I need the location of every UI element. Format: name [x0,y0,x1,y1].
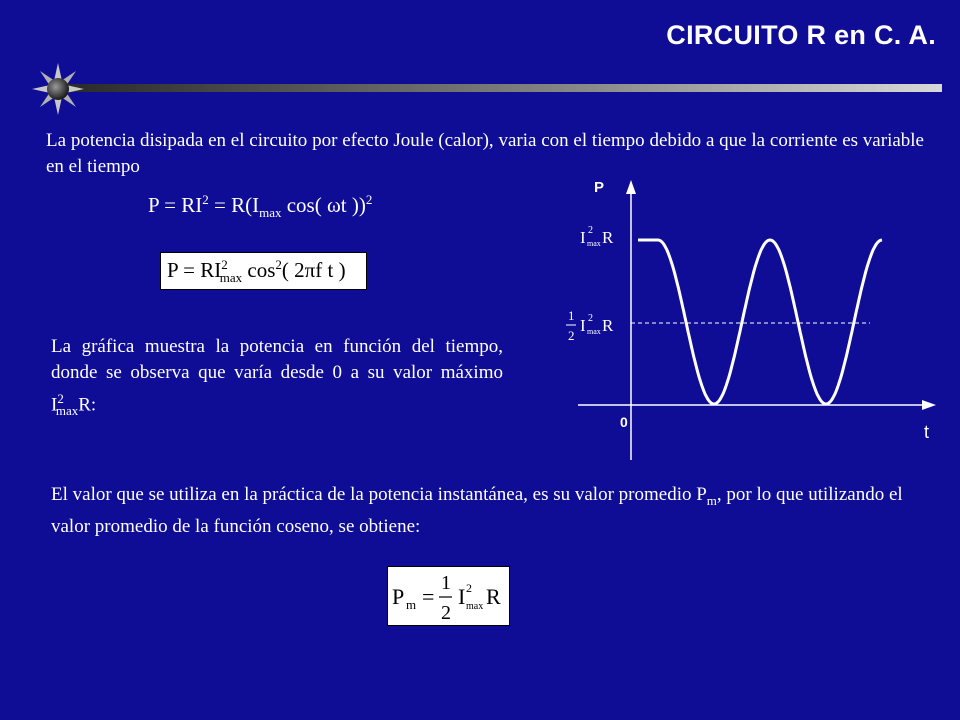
x-axis-arrow-icon [922,400,936,410]
svg-text:R: R [486,584,501,609]
svg-text:P: P [392,584,405,609]
svg-text:=: = [422,584,435,609]
x-axis-label: t [924,422,930,442]
power-equation-1: $P = RI^2 = R(I_{max}$ cos( ωt ))$^2$ [148,192,373,221]
svg-text:2: 2 [588,225,593,236]
y-axis-arrow-icon [626,180,636,194]
y-axis-label: P [594,179,605,196]
intro-paragraph: La potencia disipada en el circuito por efecto Joule (calor), varia con el tiempo debido a que la corriente es variable en el tiempo [46,130,924,177]
svg-text:I: I [580,316,586,335]
power-equation-2-box: $P = RI^2_{max}$ $\cos^2$( 2πf t ) [160,252,367,290]
page-title: CIRCUITO R en C. A. [666,20,936,50]
svg-text:I: I [580,228,586,247]
svg-text:R: R [602,228,614,247]
svg-text:m: m [406,597,417,612]
svg-text:2: 2 [568,328,575,343]
svg-text:max: max [587,239,601,248]
average-power-paragraph: El valor que se utiliza en la práctica de la potencia instantánea, es su valor promedio $P_m$, por lo que utilizando el valor promedio de la función coseno, se obtiene: [51,484,903,537]
power-curve [638,240,882,404]
half-value-label [566,308,614,343]
svg-text:2: 2 [466,581,472,595]
svg-text:2: 2 [588,313,593,324]
svg-text:I: I [458,584,466,609]
max-value-label [580,225,614,248]
graph-description-paragraph: La gráfica muestra la potencia en función del tiempo, donde se observa que varía desde 0 a su valor máximo $I^2_{max}R$: [51,336,503,419]
svg-text:max: max [587,327,601,336]
svg-text:R: R [602,316,614,335]
origin-label: 0 [620,414,628,430]
svg-text:2: 2 [441,602,451,624]
svg-text:1: 1 [568,308,575,323]
svg-text:max: max [466,601,484,612]
svg-text:1: 1 [441,572,451,594]
